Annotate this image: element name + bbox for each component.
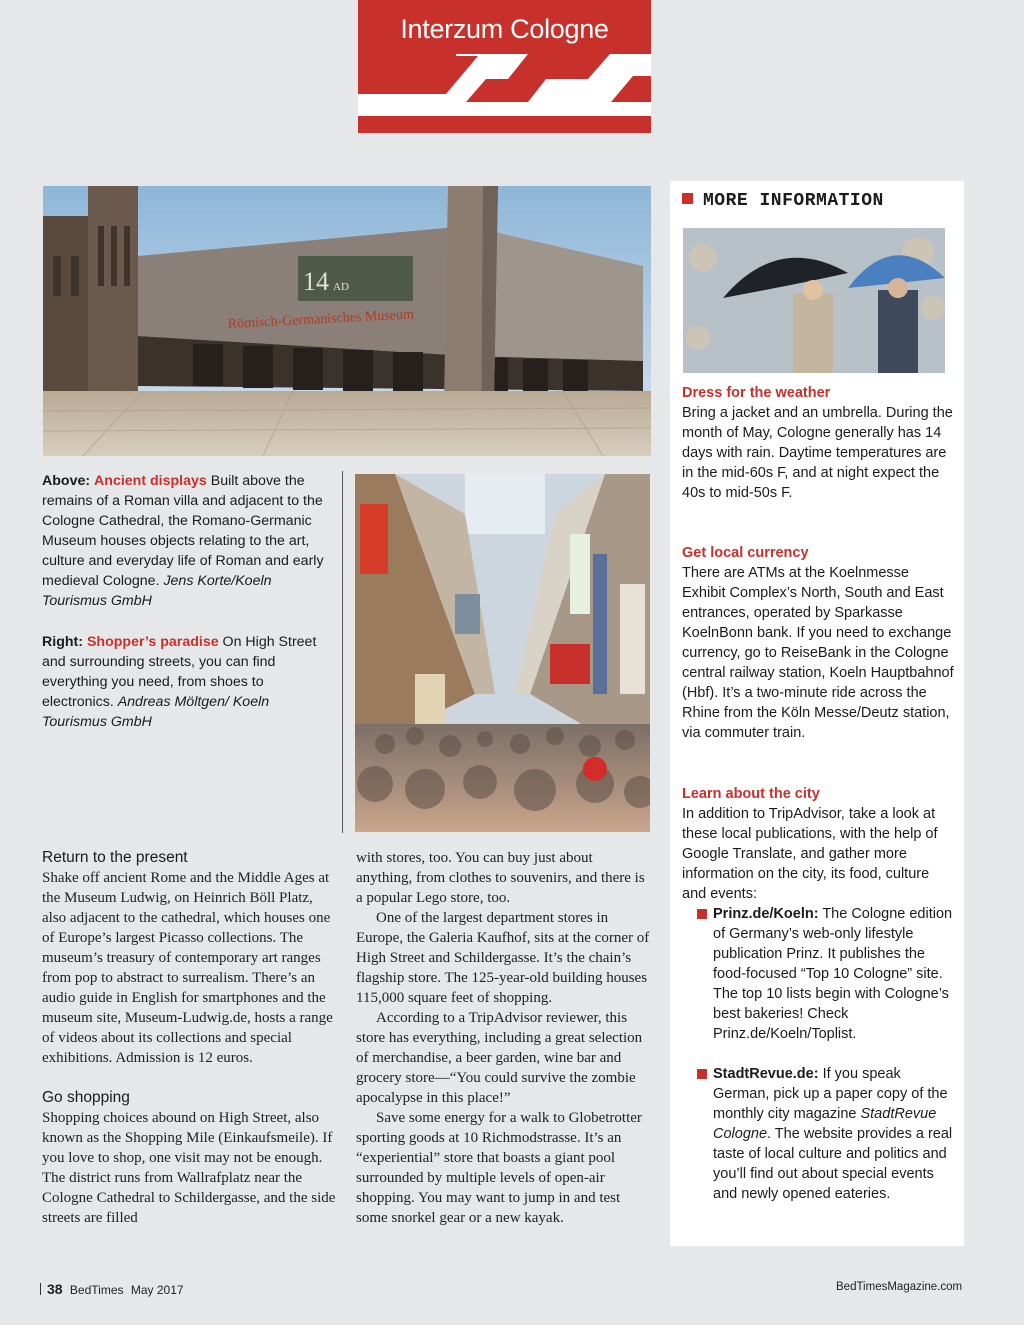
footer-left xyxy=(40,1281,184,1297)
list-item-label: StadtRevue.de: xyxy=(713,1066,819,1082)
zigzag-logo-icon xyxy=(358,54,651,133)
banner-suffix: AD xyxy=(333,281,349,293)
caption-divider xyxy=(342,471,343,833)
sidebar-text-weather: Bring a jacket and an umbrella. During the month of May, Cologne generally has 14 days with rain. Daytime temperatures are in the mid-60s F, and at night expect the 40s to mid-50s F. xyxy=(682,405,953,501)
umbrella-photo xyxy=(683,228,945,373)
caption-right-text: On High Street and surrounding streets, you can find everything you need, from shoes to electronics. xyxy=(42,634,317,710)
sidebar-section-weather xyxy=(682,383,954,503)
caption-above-text: Built above the remains of a Roman villa and adjacent to the Cologne Cathedral, the Romano-Germanic Museum houses objects relating to the art, culture and everyday life of Roman and early medieval Cologne. xyxy=(42,473,324,589)
paragraph-return: Shake off ancient Rome and the Middle Ages at the Museum Ludwig, on Heinrich Böll Platz, also adjacent to the cathedral, which houses one of Europe’s largest Picasso collections. The museum’s treasury of contemporary art ranges from pop to abstract to surrealism. There’s an audio guide in English for smartphones and the museum site, Museum-Ludwig.de, hosts a range of videos about its collections and special exhibitions. Admission is 12 euros. xyxy=(42,870,333,1066)
sidebar-head-weather: Dress for the weather xyxy=(682,385,831,401)
list-item-text: If you speak German, pick up a paper copy of the monthly city magazine xyxy=(713,1066,948,1122)
issue-date: May 2017 xyxy=(130,1283,184,1297)
list-item-italic: StadtRevue Cologne xyxy=(713,1106,937,1142)
paragraph-stores: with stores, too. You can buy just about anything, from clothes to souvenirs, and there is a popular Lego store, too. xyxy=(356,850,645,906)
caption-above-prefix: Above: xyxy=(42,473,91,489)
sidebar-head-currency: Get local currency xyxy=(682,545,809,561)
banner-number: 14 xyxy=(303,267,329,296)
paragraph-galeria: One of the largest department stores in Europe, the Galeria Kaufhof, sits at the corner of High Street and Schildergasse. It’s the chain’s flagship store. The 125-year-old building houses 115,000 square feet of shopping. xyxy=(356,910,650,1006)
museum-photo xyxy=(43,186,651,456)
list-item-text: . The website provides a real taste of local culture and politics and you’ll find out about special events and newly opened eateries. xyxy=(713,1126,953,1202)
article-column-1 xyxy=(42,848,338,1228)
square-bullet-icon xyxy=(697,1069,707,1079)
page-number: 38 xyxy=(47,1281,63,1297)
header-title: Interzum Cologne xyxy=(400,14,609,44)
magazine-name: BedTimes xyxy=(69,1283,124,1297)
paragraph-globetrotter: Save some energy for a walk to Globetrotter sporting goods at 10 Richmodstrasse. It’s an “experiential” store that boasts a giant pool surrounded by multiple levels of open-air shopping. You may want to jump in and test some snorkel gear or a new kayak. xyxy=(356,1110,642,1226)
sidebar-head-city: Learn about the city xyxy=(682,786,820,802)
sidebar-text-currency: There are ATMs at the Koelnmesse Exhibit Complex’s North, South and East entrances, operated by Sparkasse KoelnBonn bank. If you need to exchange currency, go to ReiseBank in the Cologne central railway station, Koeln Hauptbahnof (Hbf). It’s a two-minute ride across the Rhine from the Köln Messe/Deutz station, via commuter train. xyxy=(682,565,954,741)
sidebar-text-city: In addition to TripAdvisor, take a look at these local publications, with the help of Google Translate, and gather more information on the city, its food, culture and events: xyxy=(682,806,938,902)
paragraph-shopping: Shopping choices abound on High Street, also known as the Shopping Mile (Einkaufsmeile). If you love to shop, one visit may not be enough. The district runs from Wallrafplatz near the Cologne Cathedral to Schildergasse, and the side streets are filled xyxy=(42,1110,336,1226)
caption-above-title: Ancient displays xyxy=(94,473,207,489)
caption-above xyxy=(42,471,334,611)
sidebar-list-item-prinz xyxy=(682,904,954,1044)
paragraph-tripadvisor: According to a TripAdvisor reviewer, this store has everything, including a great selection of merchandise, a beer garden, wine bar and grocery store—“You could survive the zombie apocalypse in this place!” xyxy=(356,1010,643,1106)
sidebar-section-city xyxy=(682,784,954,1204)
shopping-street-photo xyxy=(355,474,650,832)
footer-rule xyxy=(40,1283,41,1295)
more-information-sidebar xyxy=(670,181,964,1246)
article-column-2 xyxy=(356,848,650,1228)
museum-sign: Römisch-Germanisches Museum xyxy=(227,307,415,332)
footer-site: BedTimesMagazine.com xyxy=(836,1281,963,1293)
caption-above-credit: Jens Korte/Koeln Tourismus GmbH xyxy=(42,573,272,609)
header-badge xyxy=(358,0,651,133)
list-item-label: Prinz.de/Koeln: xyxy=(713,906,819,922)
caption-right-title: Shopper’s paradise xyxy=(86,634,219,650)
list-item-text: The Cologne edition of Germany’s web-only lifestyle publication Prinz. It publishes the food-focused “Top 10 Cologne” site. The top 10 lists begin with Cologne’s best bakeries! Check Prinz.de/Koeln/Toplist. xyxy=(713,906,953,1042)
caption-right-credit: Andreas Möltgen/ Koeln Tourismus GmbH xyxy=(42,694,270,730)
caption-right-prefix: Right: xyxy=(42,634,83,650)
sidebar-section-currency xyxy=(682,543,954,743)
caption-right xyxy=(42,632,334,732)
subhead-shopping: Go shopping xyxy=(42,1089,130,1106)
sidebar-title: MORE INFORMATION xyxy=(682,191,884,211)
sidebar-list-item-stadtrevue xyxy=(682,1064,954,1204)
square-bullet-icon xyxy=(697,909,707,919)
square-bullet-icon xyxy=(682,193,693,204)
subhead-return: Return to the present xyxy=(42,849,188,866)
